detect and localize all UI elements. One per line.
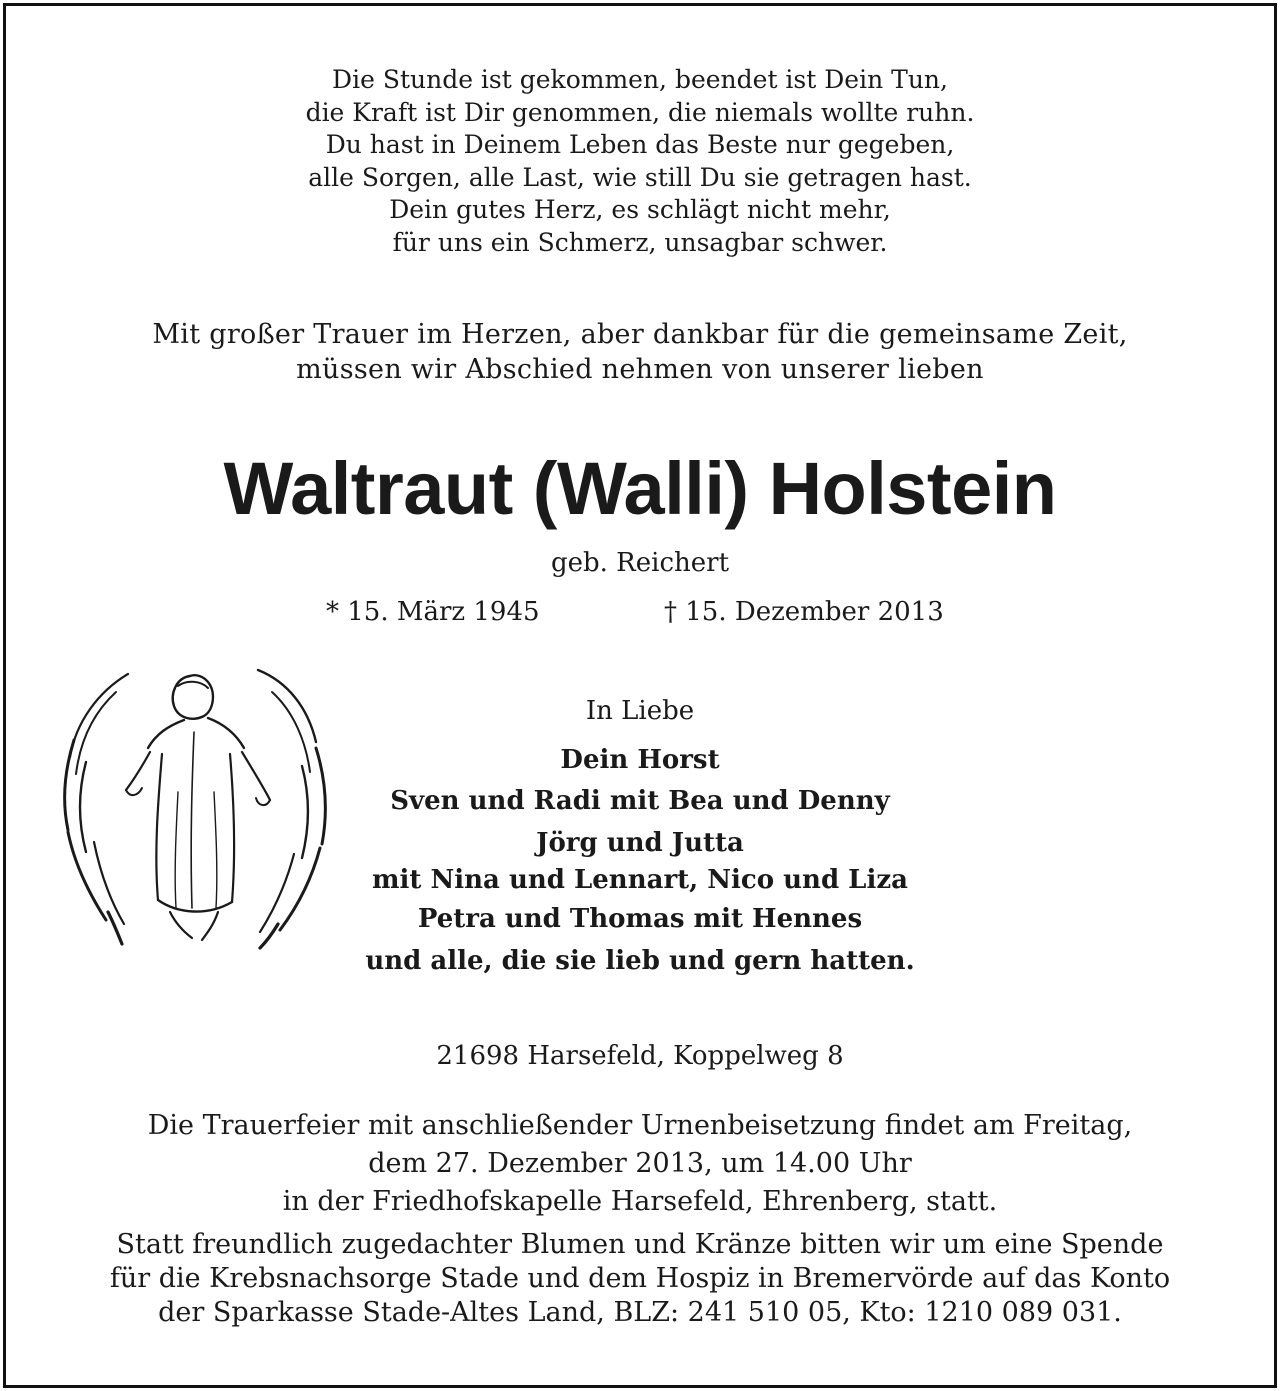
service-line: dem 27. Dezember 2013, um 14.00 Uhr [368, 1148, 912, 1179]
intro-line: müssen wir Abschied nehmen von unserer lieben [296, 354, 984, 385]
mourner-line: Dein Horst [560, 745, 720, 775]
poem-line: Dein gutes Herz, es schlägt nicht mehr, [389, 195, 891, 224]
intro-line: Mit großer Trauer im Herzen, aber dankbar für die gemeinsame Zeit, [152, 319, 1128, 350]
donation-line: der Sparkasse Stade-Altes Land, BLZ: 241 510 05, Kto: 1210 089 031. [158, 1297, 1122, 1328]
mourner-line: Petra und Thomas mit Hennes [417, 904, 863, 934]
poem-line: die Kraft ist Dir genommen, die niemals wollte ruhn. [305, 97, 975, 127]
funeral-service-info [6, 1107, 1274, 1221]
mourner-line: und alle, die sie lieb und gern hatten. [365, 946, 915, 976]
mourner-line: Jörg und Jutta [536, 828, 744, 858]
birth-date: * 15. März 1945 [326, 597, 540, 627]
poem-line: Die Stunde ist gekommen, beendet ist Dein Tun, [332, 65, 948, 94]
in-love-label: In Liebe [585, 696, 695, 726]
donation-line: für die Krebsnachsorge Stade und dem Hospiz in Bremervörde auf das Konto [109, 1263, 1171, 1294]
mourner-line: Sven und Radi mit Bea und Denny [390, 786, 890, 816]
poem-line: alle Sorgen, alle Last, wie still Du sie getragen hast. [308, 162, 972, 192]
death-date: † 15. Dezember 2013 [664, 597, 944, 627]
deceased-name: Waltraut (Walli) Holstein [223, 447, 1057, 530]
donation-info [6, 1228, 1274, 1330]
service-line: Die Trauerfeier mit anschließender Urnenbeisetzung findet am Freitag, [147, 1110, 1133, 1141]
mourner-line: mit Nina und Lennart, Nico und Liza [372, 865, 908, 895]
poem-line: Du hast in Deinem Leben das Beste nur gegeben, [325, 130, 955, 159]
family-address: 21698 Harsefeld, Koppelweg 8 [436, 1041, 844, 1071]
obituary-notice [3, 3, 1277, 1388]
mourners-list [6, 740, 1274, 981]
intro-text [6, 317, 1274, 387]
service-line: in der Friedhofskapelle Harsefeld, Ehrenberg, statt. [282, 1186, 998, 1217]
poem-line: für uns ein Schmerz, unsagbar schwer. [392, 227, 888, 257]
poem [6, 64, 1274, 259]
maiden-name: geb. Reichert [550, 548, 730, 578]
donation-line: Statt freundlich zugedachter Blumen und Kränze bitten wir um eine Spende [116, 1229, 1164, 1260]
